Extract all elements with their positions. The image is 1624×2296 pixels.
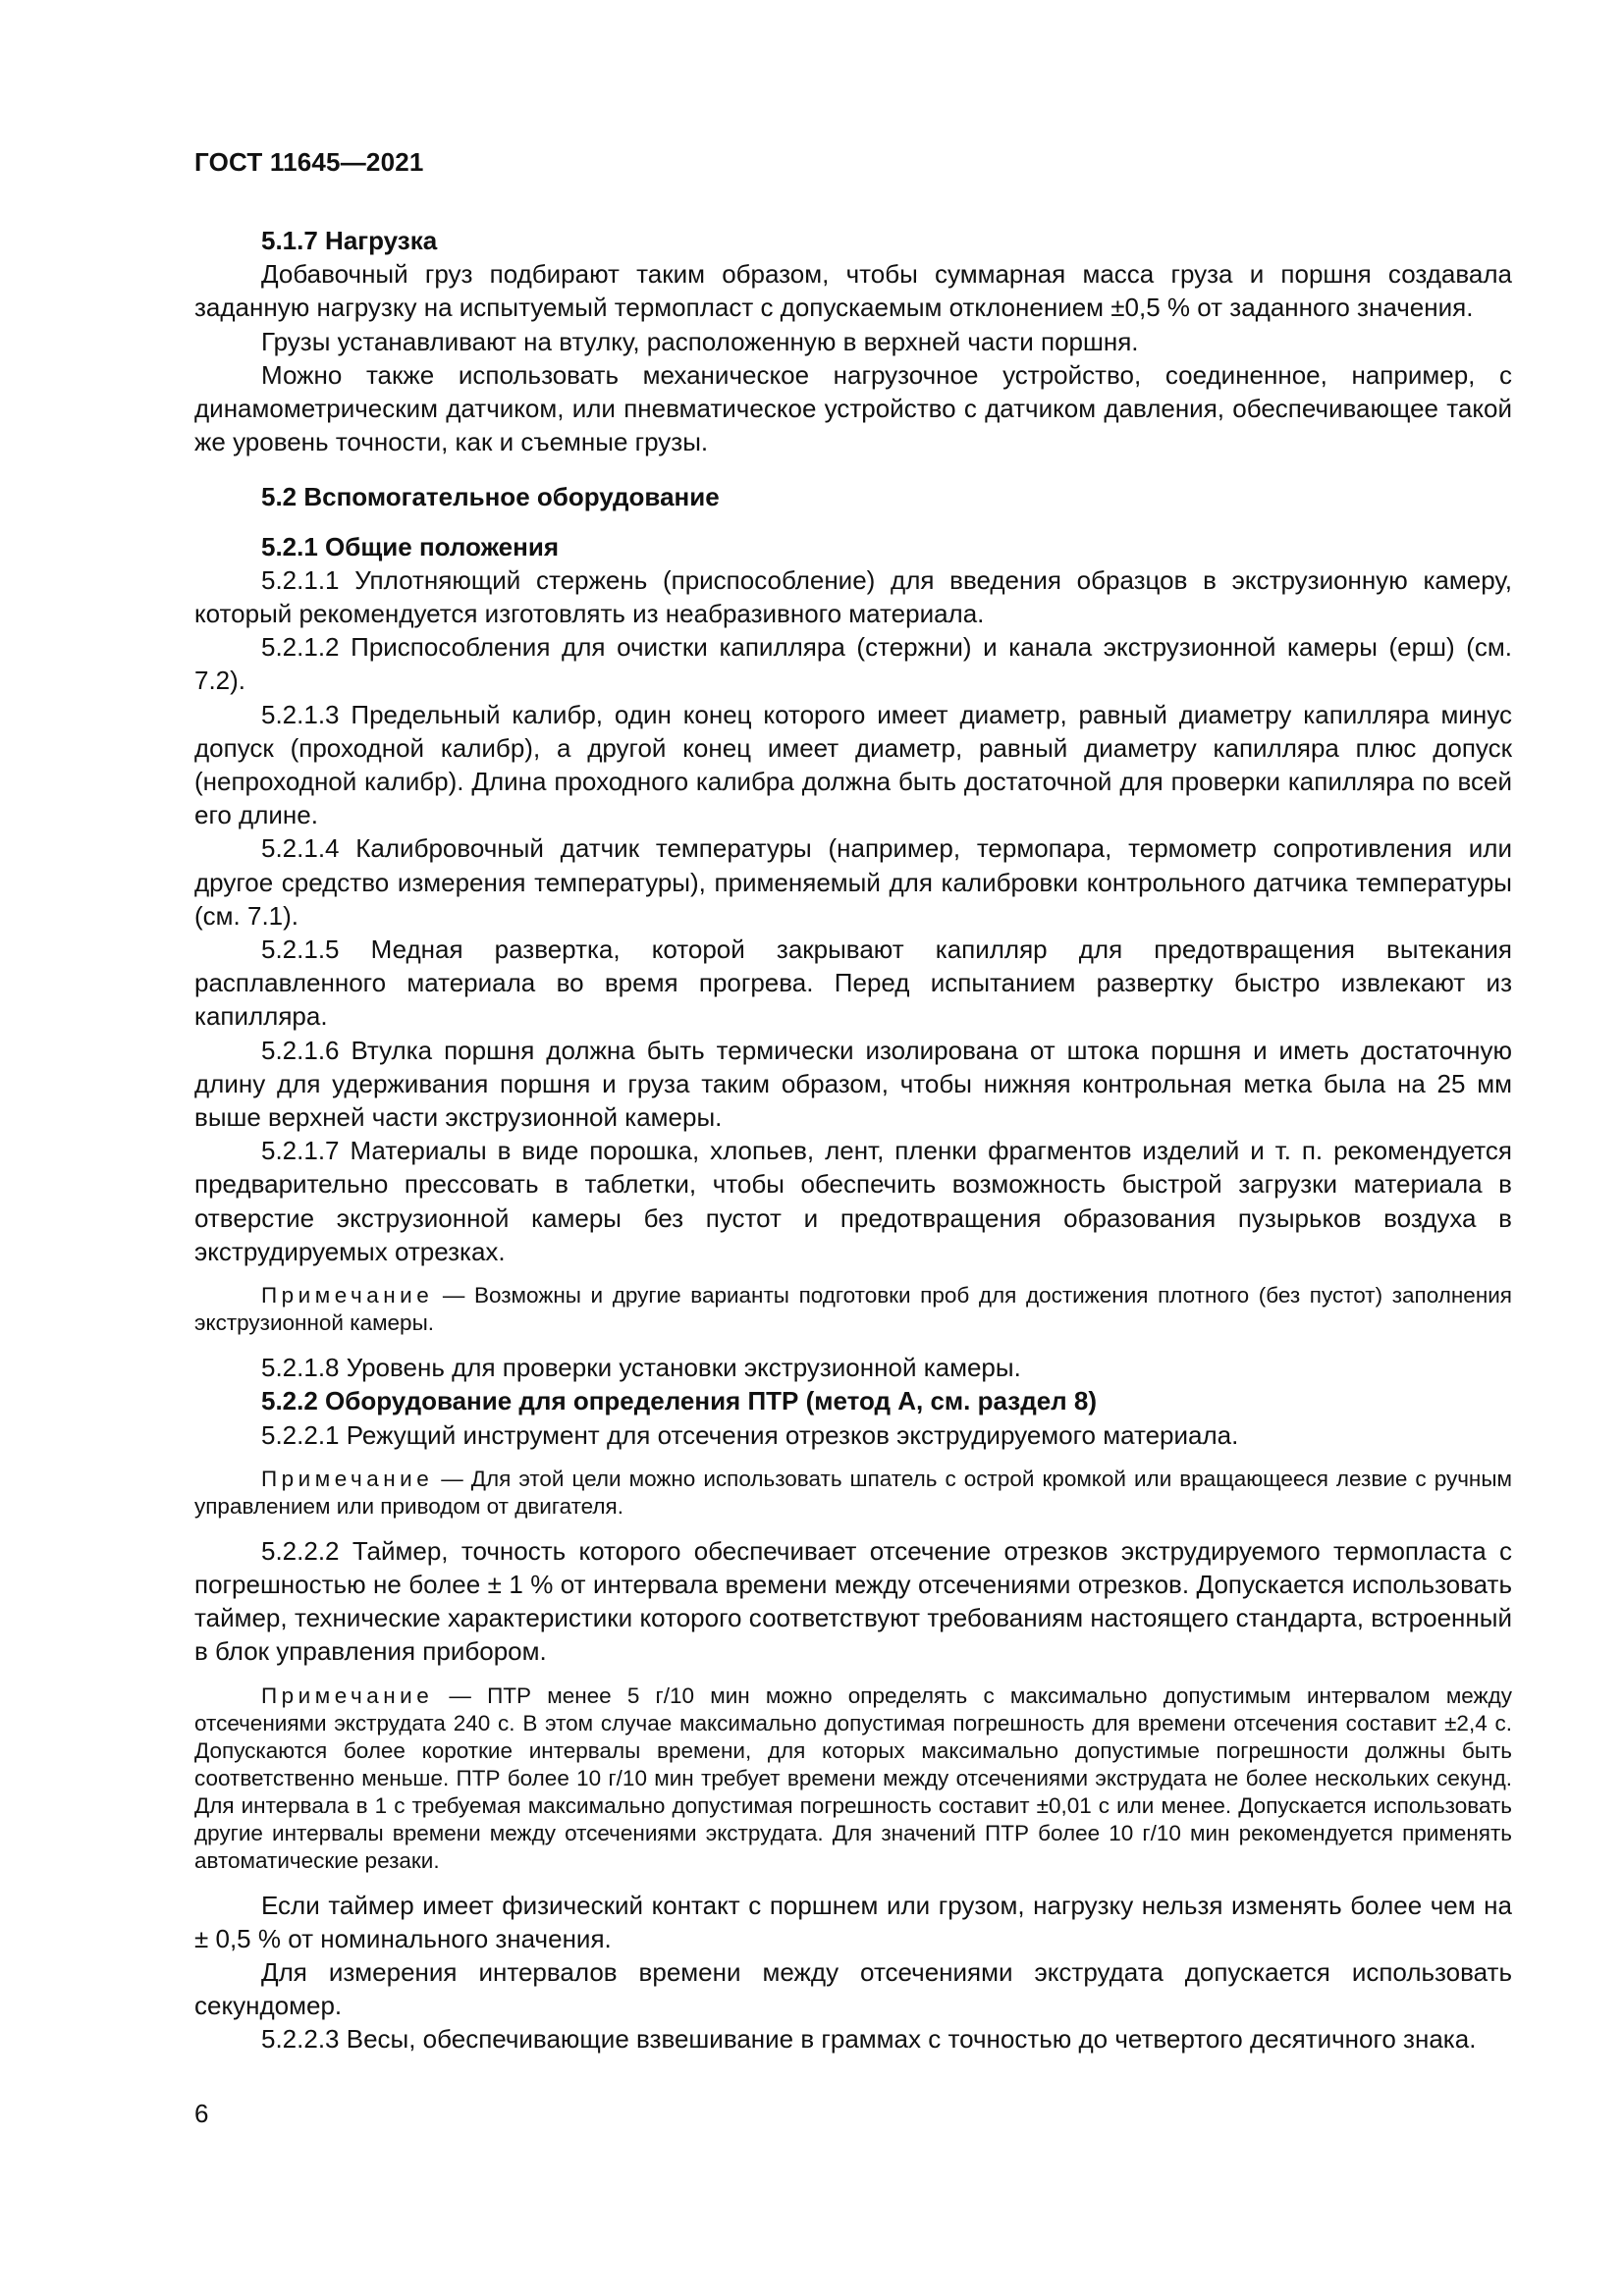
note	[194, 1682, 1512, 1875]
paragraph: Можно также использовать механическое нагрузочное устройство, соединенное, например, с динамометрическим датчиком, или пневматическое устройство с датчиком давления, обеспечивающее такой же уровень точности, как и съемные грузы.	[194, 359, 1512, 457]
note-text: — Для этой цели можно использовать шпатель с острой кромкой или вращающееся лезвие с ручным управлением или приводом от двигателя.	[194, 1466, 1512, 1519]
paragraph: 5.2.1.8 Уровень для проверки установки экструзионной камеры.	[261, 1353, 1021, 1383]
note-label: Примечание	[261, 1283, 434, 1308]
paragraph: 5.2.1.6 Втулка поршня должна быть термически изолирована от штока поршня и иметь достаточную длину для удерживания поршня и груза таким образом, чтобы нижняя контрольная метка была на 25 мм выше верхней части экструзионной камеры.	[194, 1035, 1512, 1133]
note	[194, 1282, 1512, 1337]
paragraph: Грузы устанавливают на втулку, расположенную в верхней части поршня.	[261, 326, 1139, 356]
note	[194, 1466, 1512, 1521]
page-content	[194, 224, 1512, 2056]
paragraph: Добавочный груз подбирают таким образом, чтобы суммарная масса груза и поршня создавала заданную нагрузку на испытуемый термопласт с допускаемым отклонением ±0,5 % от заданного значения.	[194, 259, 1512, 323]
paragraph: 5.2.1.2 Приспособления для очистки капилляра (стержни) и канала экструзионной камеры (ерш) (см. 7.2).	[194, 632, 1512, 696]
paragraph: 5.2.1.7 Материалы в виде порошка, хлопьев, лент, пленки фрагментов изделий и т. п. рекомендуется предварительно прессовать в таблетки, чтобы обеспечить возможность быстрой загрузки материала в отверстие экструзионной камеры без пустот и предотвращения образования пузырьков воздуха в экструдируемых отрезках.	[194, 1136, 1512, 1266]
note-text: — Возможны и другие варианты подготовки проб для достижения плотного (без пустот) заполнения экструзионной камеры.	[194, 1283, 1512, 1336]
section-5-1-7-heading: 5.1.7 Нагрузка	[261, 226, 438, 255]
paragraph: 5.2.2.3 Весы, обеспечивающие взвешивание в граммах с точностью до четвертого десятичного знака.	[261, 2024, 1477, 2055]
page-number: 6	[194, 2099, 209, 2128]
paragraph: 5.2.2.2 Таймер, точность которого обеспечивает отсечение отрезков экструдируемого термопласта с погрешностью не более ± 1 % от интервала времени между отсечениями отрезков. Допускается использовать таймер, технические характеристики которого соответствуют требованиям настоящего стандарта, встроенный в блок управления прибором.	[194, 1535, 1512, 1667]
note-label: Примечание	[261, 1682, 434, 1708]
paragraph: 5.2.2.1 Режущий инструмент для отсечения отрезков экструдируемого материала.	[261, 1419, 1239, 1450]
note-label: Примечание	[261, 1466, 434, 1491]
paragraph: 5.2.1.1 Уплотняющий стержень (приспособление) для введения образцов в экструзионную камеру, который рекомендуется изготовлять из неабразивного материала.	[194, 564, 1512, 629]
note-text: — ПТР менее 5 г/10 мин можно определять с максимально допустимым интервалом между отсечениями экструдата 240 с. В этом случае максимально допустимая погрешность для времени отсечения составит ±2,4 с. Допускаются более короткие интервалы времени, для которых максимально допустимые погрешности должны быть соответственно меньше. ПТР более 10 г/10 мин требует времени между отсечениями экструдата не более нескольких секунд. Для интервала в 1 с требуемая максимально допустимая погрешность составит ±0,01 с или менее. Допускается использовать другие интервалы времени между отсечениями экструдата. Для значений ПТР более 10 г/10 мин рекомендуется применять автоматические резаки.	[194, 1682, 1512, 1873]
paragraph: 5.2.1.3 Предельный калибр, один конец которого имеет диаметр, равный диаметру капилляра минус допуск (проходной калибр), а другой конец имеет диаметр, равный диаметру капилляра плюс допуск (непроходной калибр). Длина проходного калибра должна быть достаточной для проверки капилляра по всей его длине.	[194, 699, 1512, 830]
paragraph: Если таймер имеет физический контакт с поршнем или грузом, нагрузку нельзя изменять более чем на ± 0,5 % от номинального значения.	[194, 1890, 1512, 1953]
section-5-2-2-heading: 5.2.2 Оборудование для определения ПТР (метод А, см. раздел 8)	[261, 1386, 1098, 1416]
section-5-2-1-heading: 5.2.1 Общие положения	[261, 531, 559, 561]
paragraph: 5.2.1.4 Калибровочный датчик температуры (например, термопара, термометр сопротивления или другое средство измерения температуры), применяемый для калибровки контрольного датчика температуры (см. 7.1).	[194, 833, 1512, 931]
paragraph: 5.2.1.5 Медная развертка, которой закрывают капилляр для предотвращения вытекания расплавленного материала во время прогрева. Перед испытанием развертку быстро извлекают из капилляра.	[194, 934, 1512, 1032]
paragraph: Для измерения интервалов времени между отсечениями экструдата допускается использовать секундомер.	[194, 1956, 1512, 2021]
section-5-2-heading: 5.2 Вспомогательное оборудование	[261, 482, 720, 512]
document-header: ГОСТ 11645—2021	[194, 147, 424, 177]
